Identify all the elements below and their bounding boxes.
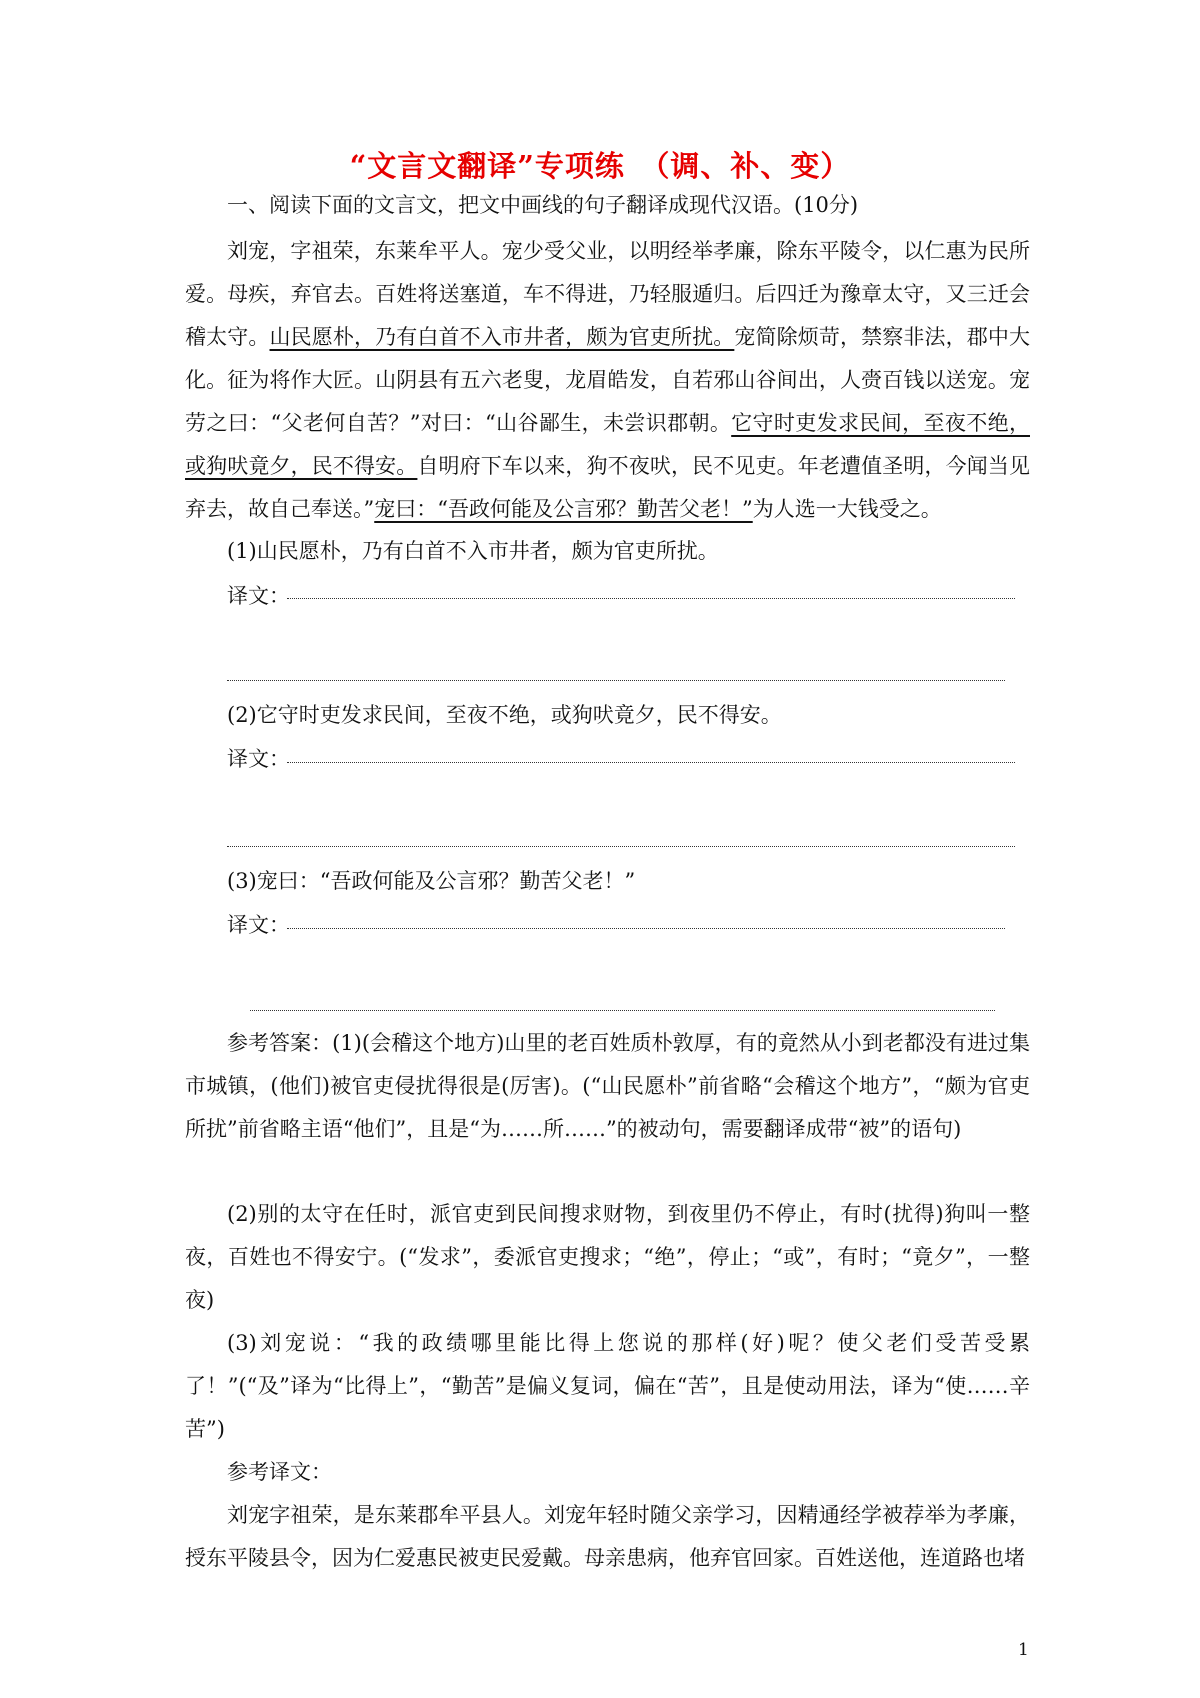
underlined-sentence-1: 山民愿朴，乃有白首不入市井者，颇为官吏所扰。: [269, 325, 735, 349]
page-title: “文言文翻译”专项练 （调、补、变）: [349, 149, 851, 183]
answer-line[interactable]: [227, 680, 1005, 681]
question-2: (2)它守时吏发求民间，至夜不绝，或狗吠竟夕，民不得安。: [227, 703, 782, 727]
answer-line[interactable]: [287, 762, 1015, 763]
reference-translation-label: 参考译文：: [227, 1460, 332, 1484]
answer-line[interactable]: [287, 598, 1015, 599]
answer-line[interactable]: [227, 846, 1015, 847]
passage-text: 为人选一大钱受之。: [752, 497, 942, 521]
answer-line[interactable]: [287, 928, 1005, 929]
page-number: 1: [1018, 1640, 1029, 1660]
answer-3: (3)刘宠说：“我的政绩哪里能比得上您说的那样(好)呢？使父老们受苦受累了！”(“及”译为“比得上”，“勤苦”是偏义复词，偏在“苦”，且是使动用法，译为“使……辛苦”): [185, 1331, 1030, 1441]
translation-label-3: 译文：: [227, 913, 290, 937]
underlined-sentence-2: 它守时吏发求民间，至夜不绝，或狗吠竟夕，民不得安。: [185, 411, 1030, 478]
reference-translation-text: 刘宠字祖荣，是东莱郡牟平县人。刘宠年轻时随父亲学习，因精通经学被荐举为孝廉，授东平陵县令，因为仁爱惠民被吏民爱戴。母亲患病，他弃官回家。百姓送他，连道路也堵: [185, 1503, 1030, 1570]
classical-passage: [185, 230, 1030, 531]
underlined-sentence-3: 宠曰：“吾政何能及公言邪？勤苦父老！”: [374, 497, 753, 521]
question-3: (3)宠曰：“吾政何能及公言邪？勤苦父老！”: [227, 869, 636, 893]
passage-text: 刘宠，字祖荣，东莱牟平人。宠少受父业，以明经举孝廉，除东平陵令，以仁惠为民所爱。母疾，弃官去。百姓将送塞道，车不得进，乃轻服遁归。后四迁为豫章太守，又三迁会稽太守。: [185, 239, 1030, 349]
translation-label-2: 译文：: [227, 747, 290, 771]
passage-text: 宠简除烦苛，禁察非法，郡中大化。征为将作大匠。山阴县有五六老叟，龙眉皓发，自若邪山谷间出，人赍百钱以送宠。宠劳之曰：“父老何自苦？”对曰：“山谷鄙生，未尝识郡朝。: [185, 325, 1031, 435]
answer-2: (2)别的太守在任时，派官吏到民间搜求财物，到夜里仍不停止，有时(扰得)狗叫一整夜，百姓也不得安宁。(“发求”，委派官吏搜求；“绝”，停止；“或”，有时；“竟夕”，一整夜): [185, 1202, 1030, 1312]
answer-1: 参考答案：(1)(会稽这个地方)山里的老百姓质朴敦厚，有的竟然从小到老都没有进过集市城镇，(他们)被官吏侵扰得很是(厉害)。(“山民愿朴”前省略“会稽这个地方”，“颇为官吏所扰”前省略主语“他们”，且是“为……所……”的被动句，需要翻译成带“被”的语句): [185, 1031, 1030, 1141]
question-1: (1)山民愿朴，乃有白首不入市井者，颇为官吏所扰。: [227, 539, 719, 563]
translation-label-1: 译文：: [227, 584, 290, 608]
instruction-text: 一、阅读下面的文言文，把文中画线的句子翻译成现代汉语。(10分): [227, 193, 859, 217]
passage-text: 自明府下车以来，狗不夜吠，民不见吏。年老遭值圣明，今闻当见弃去，故自己奉送。”: [185, 454, 1031, 521]
answer-line[interactable]: [250, 1010, 995, 1011]
